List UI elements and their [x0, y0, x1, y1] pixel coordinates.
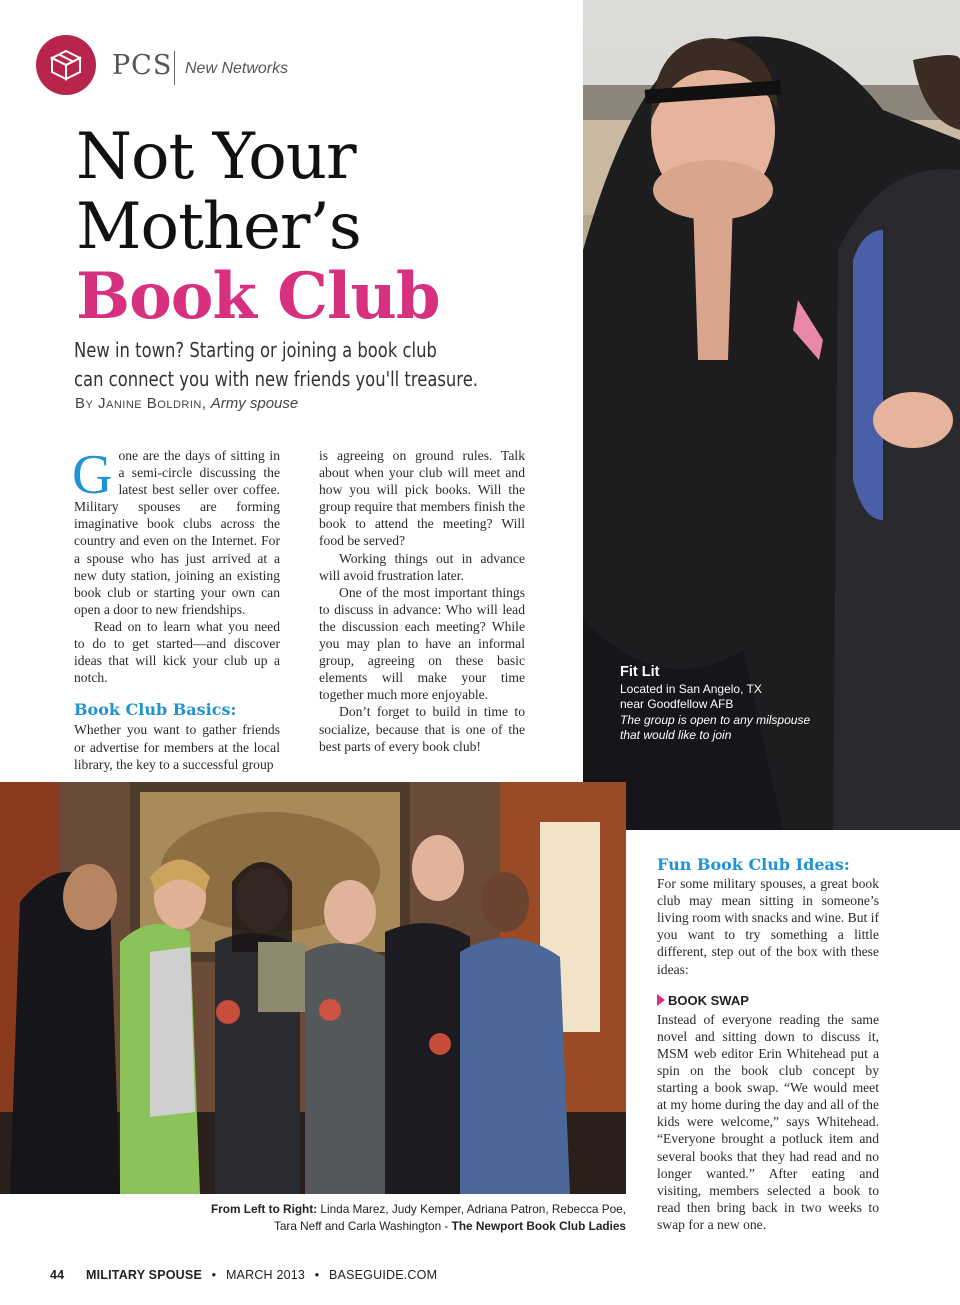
magazine-name: MILITARY SPOUSE — [86, 1268, 202, 1282]
website-link[interactable]: BASEGUIDE.COM — [329, 1268, 438, 1282]
drop-cap: G — [72, 444, 113, 506]
fit-lit-base: near Goodfellow AFB — [620, 697, 734, 711]
intro-paragraph: Gone are the days of sitting in a semi-circle discussing the latest best seller over coffee. Military spouses are forming imaginative book clubs across the country and even on the Internet. For a spouse who has just arrived at a new duty station, joining an existing book club or starting your own can open a door to new friendships. — [72, 444, 280, 617]
section-code: PCS — [112, 50, 173, 81]
column2-paragraph-4: Don’t forget to build in time to socialize, because that is one of the best parts of every book club! — [319, 704, 525, 754]
body-column-1 — [72, 444, 280, 773]
fun-ideas-column — [657, 856, 879, 1233]
newport-group-photo-art — [0, 782, 626, 1194]
title-line-2: Mother’s — [76, 190, 361, 264]
body-column-2 — [319, 447, 525, 755]
column2-paragraph-1: is agreeing on ground rules. Talk about when your club will meet and how you will pick books. Will the group require that members finish the book to attend the meeting? Will food be served? — [319, 448, 525, 549]
column2-paragraph-3: One of the most important things to discuss in advance: Who will lead the discussion each meeting? While you may plan to have an informal group, agreeing on these basic elements will make your time together much more enjoyable. — [319, 584, 525, 703]
fit-lit-caption — [620, 665, 810, 744]
byline — [75, 395, 298, 412]
caption-names-2: Tara Neff and Carla Washington - — [273, 1219, 449, 1233]
book-swap-paragraph: Instead of everyone reading the same novel and sitting down to discuss it, MSM web editor Erin Whitehead put a spin on the book club concept by starting a book swap. “We would meet at my home during the day and all of the kids were welcome,” says Whitehead. “Everyone brought a potluck item and several books that they had read and no longer wanted.” After eating and visiting, members selected a book to read then bring back in two weeks to swap for a new one. — [657, 1011, 879, 1232]
byline-author: By Janine Boldrin, — [75, 395, 207, 412]
book-swap-heading: BOOK SWAP — [657, 992, 879, 1009]
fun-ideas-heading: Fun Book Club Ideas: — [657, 855, 850, 874]
page-number: 44 — [50, 1268, 65, 1282]
footer-separator: • — [211, 1268, 217, 1282]
box-icon — [49, 48, 83, 82]
title-line-3: Book Club — [76, 259, 440, 334]
page-footer — [50, 1268, 437, 1282]
caption-club-name: The Newport Book Club Ladies — [451, 1219, 626, 1233]
section-logo — [36, 35, 96, 95]
fit-lit-note-2: that would like to join — [620, 728, 732, 742]
article-title — [76, 122, 440, 332]
title-line-1: Not Your — [76, 120, 356, 194]
fun-ideas-intro: For some military spouses, a great book club may mean sitting in someone’s living room with snacks and wine. But if you want to try something a little different, step out of the box with these ideas: — [657, 876, 880, 977]
caption-lead: From Left to Right: — [210, 1202, 318, 1216]
basics-paragraph: Whether you want to gather friends or advertise for members at the local library, the key to a successful group — [74, 722, 280, 772]
intro-paragraph-2: Read on to learn what you need to do to get started—and discover ideas that will kick your club up a notch. — [74, 618, 280, 686]
header-divider — [174, 51, 175, 85]
footer-separator: • — [314, 1268, 320, 1282]
fit-lit-name: Fit Lit — [620, 664, 660, 680]
basics-heading: Book Club Basics: — [74, 700, 237, 720]
triangle-bullet-icon — [657, 994, 665, 1006]
issue-date: MARCH 2013 — [225, 1268, 306, 1282]
newport-group-photo — [0, 782, 626, 1194]
section-name: New Networks — [185, 60, 289, 77]
fit-lit-location: Located in San Angelo, TX — [620, 681, 762, 696]
fit-lit-note-1: The group is open to any milspouse — [620, 712, 811, 727]
newport-caption — [200, 1201, 626, 1235]
article-subtitle — [74, 336, 479, 394]
column2-paragraph-2: Working things out in advance will avoid frustration later. — [319, 550, 525, 583]
subtitle-line-1: New in town? Starting or joining a book club — [74, 338, 437, 362]
subtitle-line-2: can connect you with new friends you'll treasure. — [74, 367, 479, 391]
byline-role: Army spouse — [210, 395, 299, 412]
caption-names-1: Linda Marez, Judy Kemper, Adriana Patron, Rebecca Poe, — [320, 1202, 626, 1216]
